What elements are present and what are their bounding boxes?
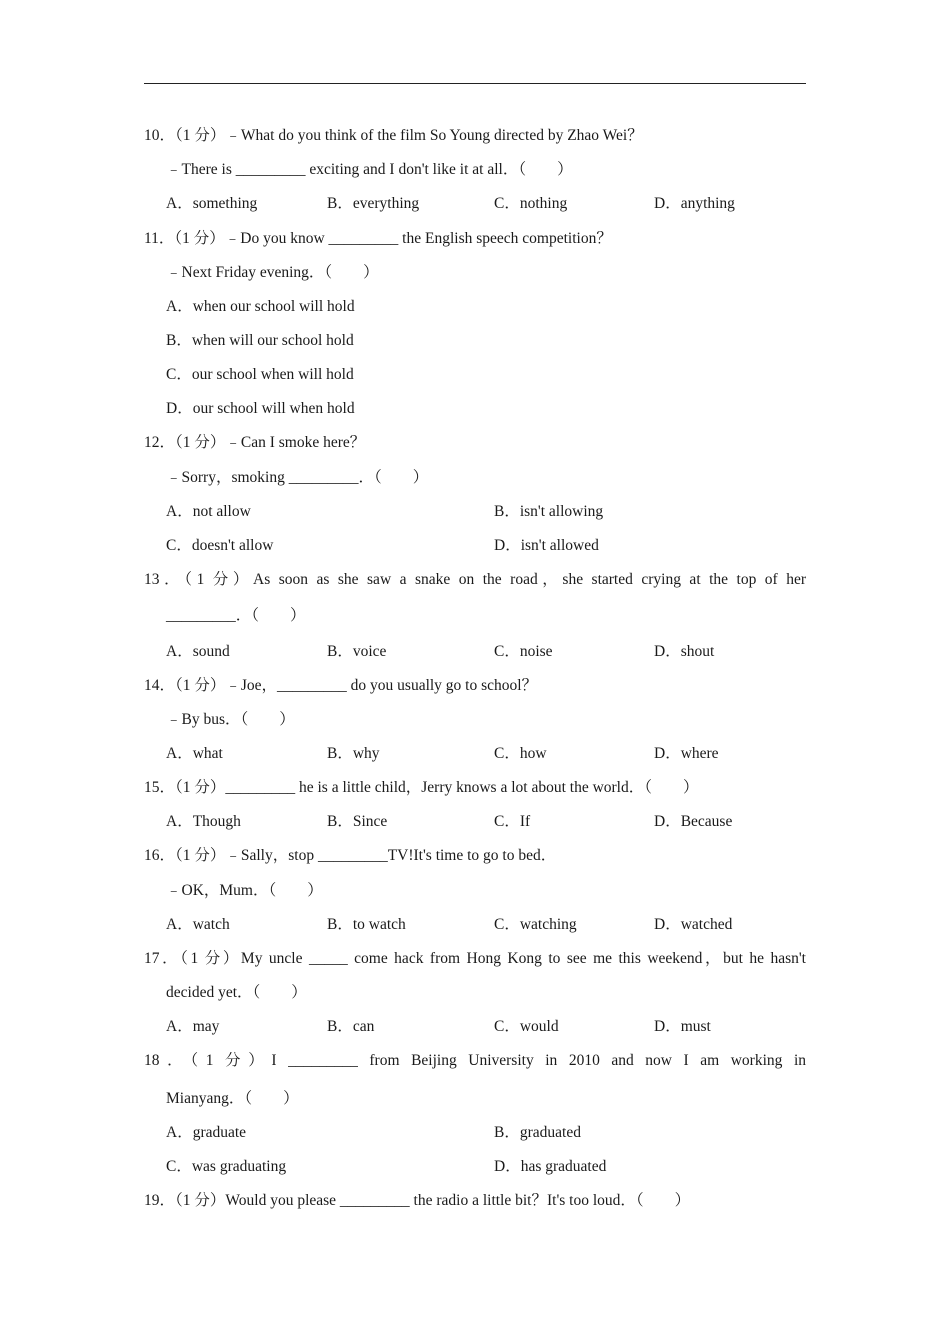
question-15-option-b: B．Since: [327, 813, 388, 830]
question-13-option-c: C．noise: [494, 643, 553, 660]
question-12-option-a: A．not allow: [166, 503, 251, 520]
question-17-stem: 17．（1 分）My uncle _____ come hack from Hong Kong to see me this weekend，but he hasn't: [144, 950, 806, 967]
header-rule: [144, 83, 806, 84]
question-19-stem: 19．（1 分）Would you please _________ the radio a little bit？It's too loud．（ ）: [144, 1192, 691, 1209]
question-10-stem: 10．（1 分）﹣What do you think of the film So Young directed by Zhao Wei？: [144, 127, 643, 144]
question-13-option-a: A．sound: [166, 643, 230, 660]
question-12-option-c: C．doesn't allow: [166, 537, 274, 554]
question-12-stem: 12．（1 分）﹣Can I smoke here？: [144, 434, 366, 451]
question-10-option-d: D．anything: [654, 195, 735, 212]
question-11-option-d: D．our school will when hold: [166, 400, 355, 417]
question-13-option-b: B．voice: [327, 643, 387, 660]
question-10-option-c: C．nothing: [494, 195, 568, 212]
question-18-line2: Mianyang．（ ）: [166, 1090, 299, 1107]
question-12-option-b: B．isn't allowing: [494, 503, 604, 520]
question-15-option-c: C．If: [494, 813, 531, 830]
question-10-line2: ﹣There is _________ exciting and I don't like it at all．（ ）: [166, 161, 573, 178]
question-16-stem: 16．（1 分）﹣Sally，stop _________TV!It's time to go to bed．: [144, 847, 557, 864]
question-11-stem: 11．（1 分）﹣Do you know _________ the English speech competition？: [144, 230, 612, 247]
question-16-option-b: B．to watch: [327, 916, 406, 933]
question-17-option-a: A．may: [166, 1018, 220, 1035]
question-11-option-b: B．when will our school hold: [166, 332, 354, 349]
question-16-option-d: D．watched: [654, 916, 733, 933]
question-18-option-d: D．has graduated: [494, 1158, 607, 1175]
question-11-line2: ﹣Next Friday evening．（ ）: [166, 264, 379, 281]
question-13-option-d: D．shout: [654, 643, 715, 660]
question-14-stem: 14．（1 分）﹣Joe，_________ do you usually go to school？: [144, 677, 538, 694]
question-15-option-d: D．Because: [654, 813, 733, 830]
question-18-option-b: B．graduated: [494, 1124, 581, 1141]
question-11-option-c: C．our school when will hold: [166, 366, 354, 383]
question-15-stem: 15．（1 分）_________ he is a little child，Jerry knows a lot about the world．（ ）: [144, 779, 699, 796]
question-15-option-a: A．Though: [166, 813, 241, 830]
question-12-line2: ﹣Sorry，smoking _________．（ ）: [166, 469, 429, 486]
question-17-option-c: C．would: [494, 1018, 559, 1035]
question-11-option-a: A．when our school will hold: [166, 298, 355, 315]
question-18-option-a: A．graduate: [166, 1124, 247, 1141]
question-18-stem: 18．（1 分）I _________ from Beijing University in 2010 and now I am working in: [144, 1052, 806, 1069]
question-16-option-c: C．watching: [494, 916, 577, 933]
question-14-option-a: A．what: [166, 745, 223, 762]
question-14-line2: ﹣By bus．（ ）: [166, 711, 295, 728]
question-10-option-a: A．something: [166, 195, 258, 212]
question-14-option-d: D．where: [654, 745, 719, 762]
question-14-option-b: B．why: [327, 745, 380, 762]
question-17-line2: decided yet．（ ）: [166, 984, 307, 1001]
question-12-option-d: D．isn't allowed: [494, 537, 599, 554]
question-16-option-a: A．watch: [166, 916, 230, 933]
question-14-option-c: C．how: [494, 745, 547, 762]
question-16-line2: ﹣OK，Mum．（ ）: [166, 882, 323, 899]
question-17-option-b: B．can: [327, 1018, 375, 1035]
question-13-stem: 13．（1 分）As soon as she saw a snake on the road，she started crying at the top of her: [144, 571, 806, 588]
question-13-line2: _________．（ ）: [166, 607, 306, 624]
question-18-option-c: C．was graduating: [166, 1158, 287, 1175]
question-17-option-d: D．must: [654, 1018, 711, 1035]
question-10-option-b: B．everything: [327, 195, 420, 212]
